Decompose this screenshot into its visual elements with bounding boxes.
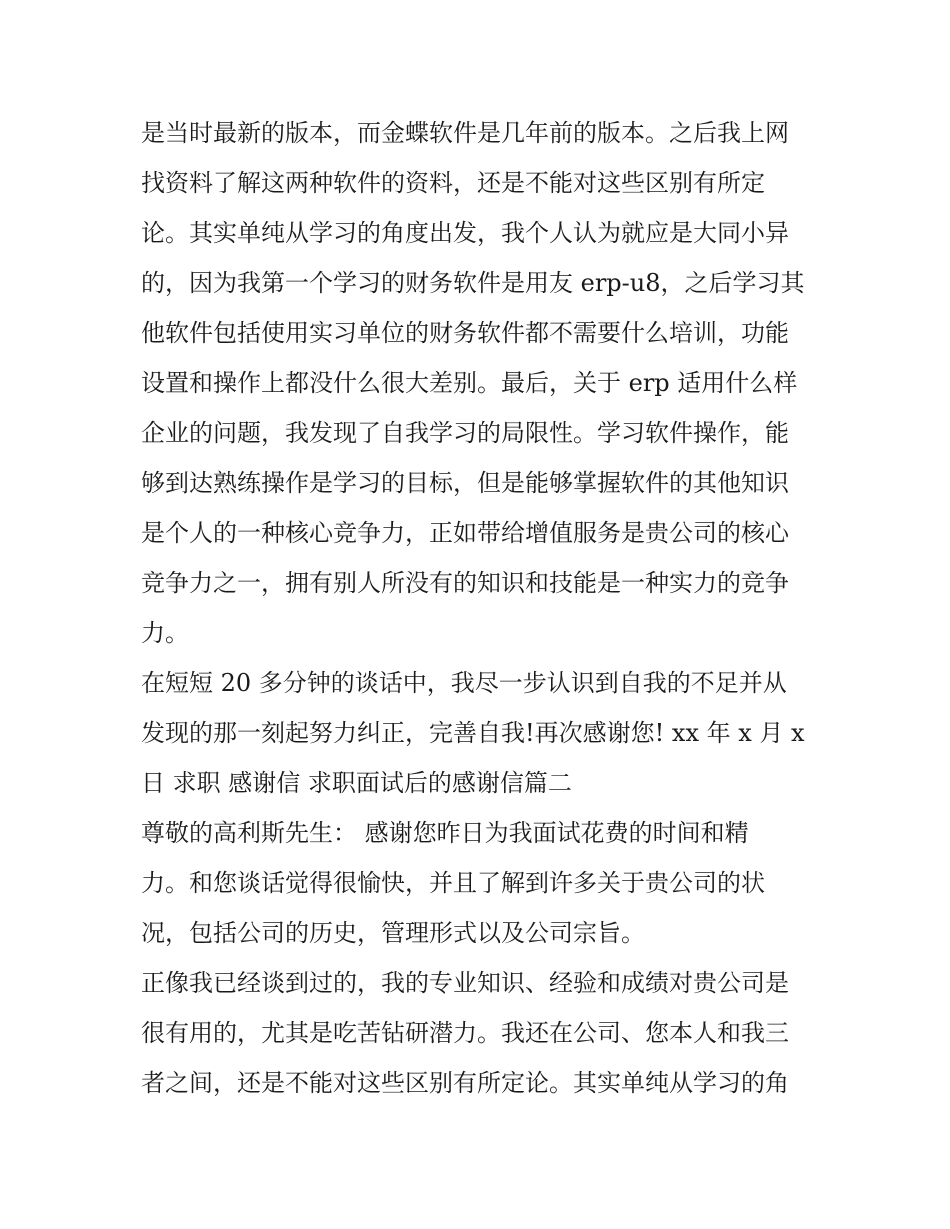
text-line: 竞争力之一，拥有别人所没有的知识和技能是一种实力的竞争 xyxy=(141,569,789,597)
document-body xyxy=(141,108,841,1108)
text-line: 找资料了解这两种软件的资料，还是不能对这些区别有所定 xyxy=(141,169,765,197)
text-line: 企业的问题，我发现了自我学习的局限性。学习软件操作，能 xyxy=(141,419,789,447)
text-line: 在短短 20 多分钟的谈话中，我尽一步认识到自我的不足并从 xyxy=(141,669,787,697)
text-line: 很有用的，尤其是吃苦钻研潜力。我还在公司、您本人和我三 xyxy=(141,1019,789,1047)
text-line: 的，因为我第一个学习的财务软件是用友 erp-u8，之后学习其 xyxy=(141,269,805,297)
text-line: 尊敬的高利斯先生： 感谢您昨日为我面试花费的时间和精 xyxy=(141,819,749,847)
text-line: 是个人的一种核心竞争力，正如带给增值服务是贵公司的核心 xyxy=(141,519,789,547)
text-line: 论。其实单纯从学习的角度出发，我个人认为就应是大同小异 xyxy=(141,219,789,247)
text-line: 力。和您谈话觉得很愉快，并且了解到许多关于贵公司的状 xyxy=(141,869,765,897)
text-line: 者之间，还是不能对这些区别有所定论。其实单纯从学习的角 xyxy=(141,1069,789,1097)
text-line: 正像我已经谈到过的，我的专业知识、经验和成绩对贵公司是 xyxy=(141,969,789,997)
text-line: 设置和操作上都没什么很大差别。最后，关于 erp 适用什么样 xyxy=(141,369,798,397)
text-line: 日 求职 感谢信 求职面试后的感谢信篇二 xyxy=(141,769,572,797)
text-line: 发现的那一刻起努力纠正，完善自我!再次感谢您! xx 年 x 月 x xyxy=(141,719,805,747)
text-line: 够到达熟练操作是学习的目标，但是能够掌握软件的其他知识 xyxy=(141,469,789,497)
text-line: 他软件包括使用实习单位的财务软件都不需要什么培训，功能 xyxy=(141,319,789,347)
text-line: 力。 xyxy=(141,619,189,647)
text-line: 是当时最新的版本，而金蝶软件是几年前的版本。之后我上网 xyxy=(141,119,789,147)
text-line: 况，包括公司的历史，管理形式以及公司宗旨。 xyxy=(141,919,645,947)
